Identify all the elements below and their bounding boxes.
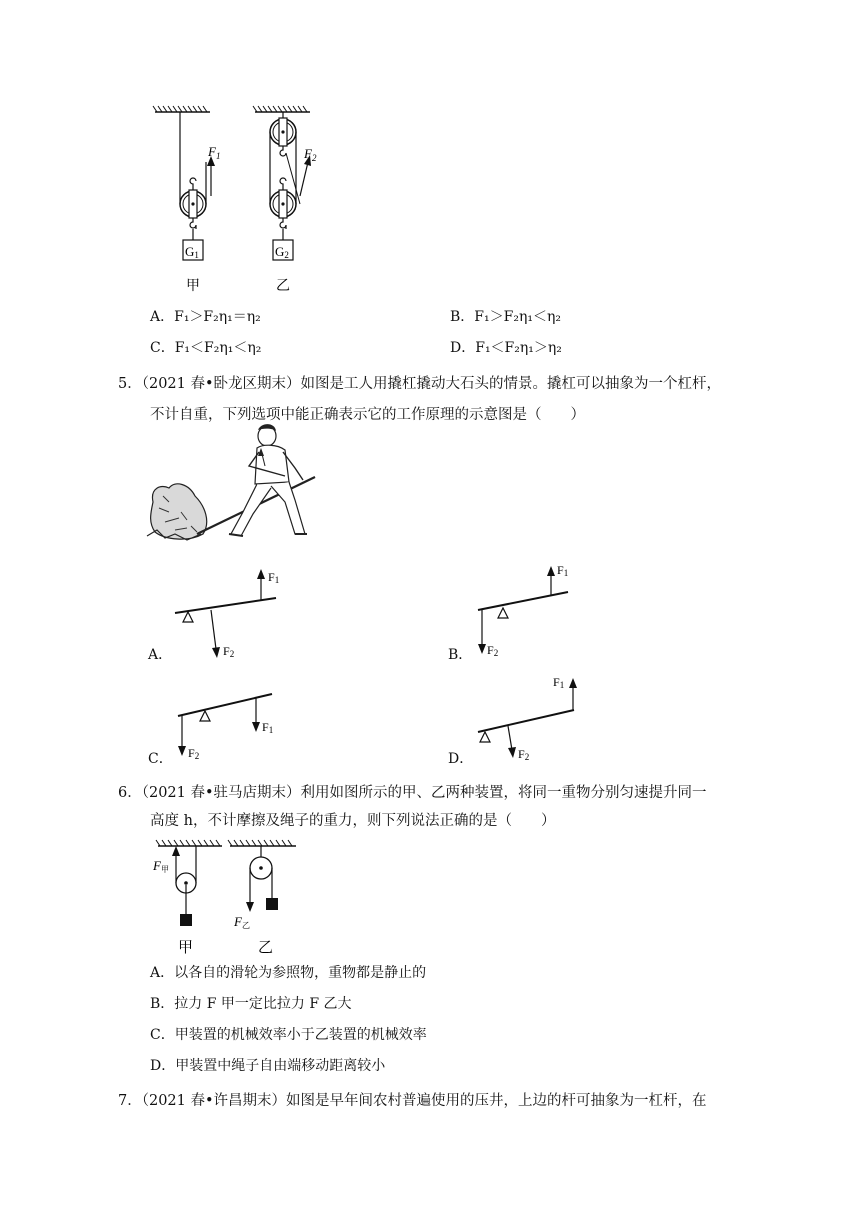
q5-option-b-diagram [470,558,590,663]
label-f1: F1 [268,570,280,585]
label-f-yi: F乙 [234,914,250,930]
label-f1: F1 [262,720,274,735]
q6-option-c[interactable]: C．甲装置的机械效率小于乙装置的机械效率 [150,1027,427,1043]
label-f2: F2 [487,643,499,658]
fulcrum-icon [498,608,508,618]
q6-option-a[interactable]: A．以各自的滑轮为参照物，重物都是静止的 [150,965,427,981]
label-jia: 甲 [186,279,200,294]
weight-yi [266,898,278,910]
label-g2: G2 [275,244,289,260]
label-f-jia: F甲 [153,858,169,874]
label-f1: F1 [553,675,565,690]
q5-option-c-diagram [170,684,290,769]
weight-jia [180,914,192,926]
lever-bar [178,694,272,716]
label-yi: 乙 [276,279,290,294]
q5-option-d-diagram [470,670,590,766]
fulcrum-icon [200,711,210,721]
rock-icon [151,484,207,539]
label-f2: F2 [518,747,530,762]
fulcrum-icon [183,612,193,622]
label-jia: 甲 [178,940,194,956]
label-f2: F2 [223,644,235,659]
q5-option-b[interactable]: B． [448,647,473,663]
q4-option-d[interactable]: D．F₁＜F₂η₁＞η₂ [450,340,562,356]
worker-icon [229,424,307,536]
q5-stem-line1: 5．（2021 春•卧龙区期末）如图是工人用撬杠撬动大石头的情景。撬杠可以抽象为一个杠杆， [118,376,722,392]
q5-stem-line2: 不计自重，下列选项中能正确表示它的工作原理的示意图是（ ） [150,407,585,423]
q6-stem-line1: 6．（2021 春•驻马店期末）利用如图所示的甲、乙两种装置，将同一重物分别匀速提升同一 [118,785,707,801]
ceiling-hatch-yi [253,106,310,112]
lever-bar [478,710,574,732]
q5-option-a-diagram [170,565,290,665]
label-f1: F1 [557,563,569,578]
label-f1: $F_1$ [208,144,221,161]
label-g1: G1 [185,244,199,260]
fulcrum-icon [480,732,490,742]
lever-bar [478,592,568,610]
label-f2: F2 [188,746,200,761]
q4-option-a[interactable]: A．F₁＞F₂η₁＝η₂ [150,309,261,325]
q4-option-b[interactable]: B．F₁＞F₂η₁＜η₂ [450,309,561,325]
q5-option-d[interactable]: D． [448,751,474,767]
q6-option-b[interactable]: B．拉力 F 甲一定比拉力 F 乙大 [150,996,352,1012]
q4-option-c[interactable]: C．F₁＜F₂η₁＜η₂ [150,340,262,356]
q6-option-d[interactable]: D．甲装置中绳子自由端移动距离较小 [150,1058,386,1074]
q5-option-a[interactable]: A． [148,647,173,663]
ceiling-hatch-jia [153,106,210,112]
q4-pulley-figure [140,100,340,300]
label-f2: $F_2$ [304,146,317,163]
label-yi: 乙 [258,940,274,956]
q6-pulley-figure [148,836,308,961]
q5-option-c[interactable]: C． [148,751,173,767]
worker-crowbar-illustration [145,422,325,544]
q7-stem-line1: 7．（2021 春•许昌期末）如图是早年间农村普遍使用的压井，上边的杆可抽象为一杠杆，在 [118,1093,707,1109]
q6-stem-line2: 高度 h，不计摩擦及绳子的重力，则下列说法正确的是（ ） [150,813,556,829]
